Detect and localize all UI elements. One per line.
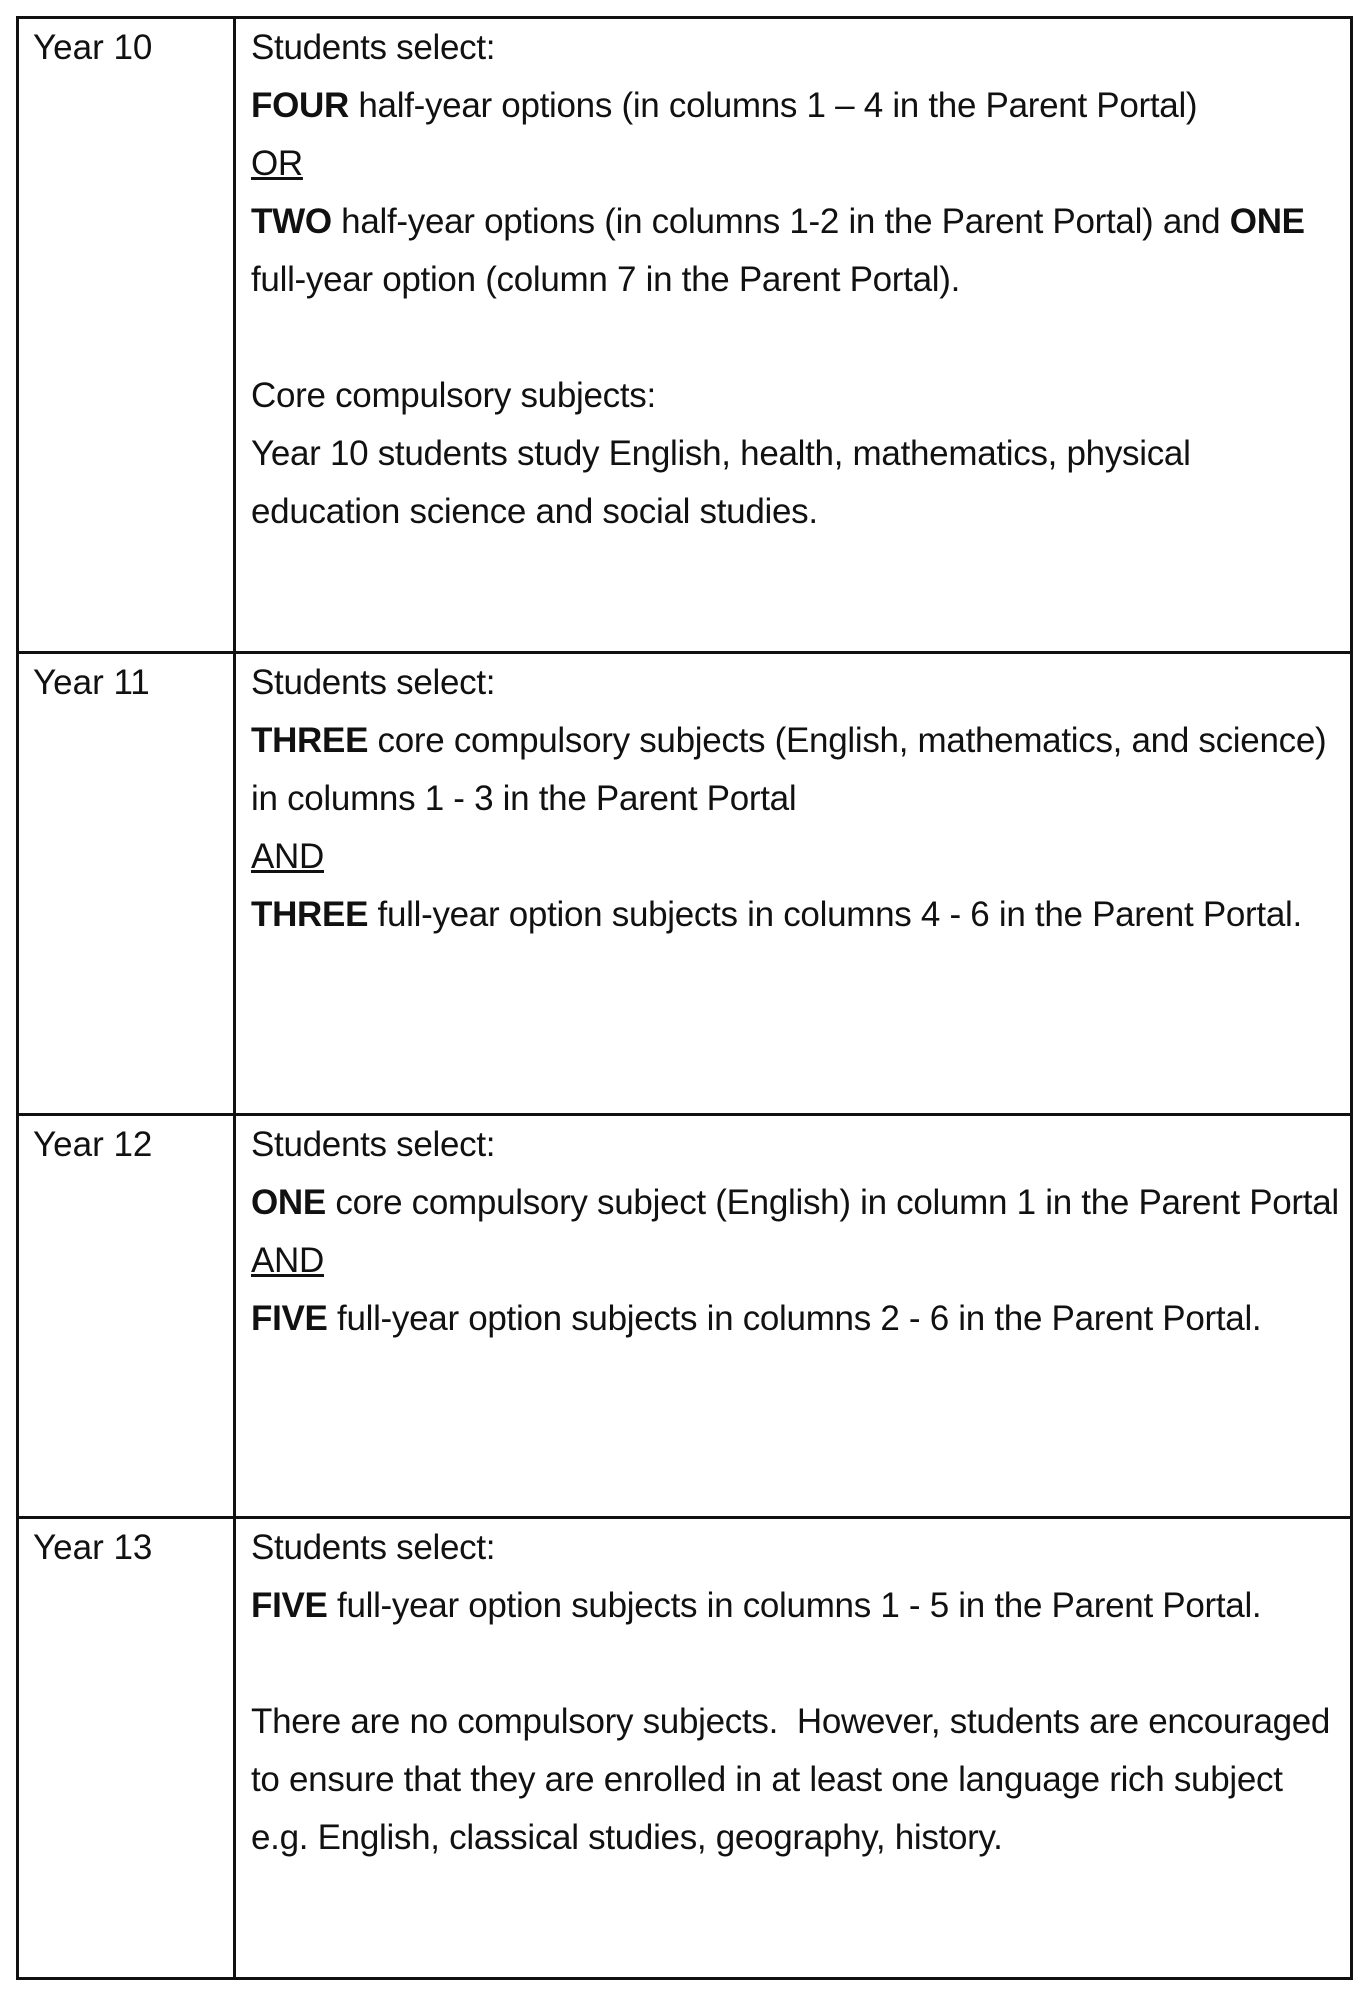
- and-line: [251, 828, 1344, 886]
- count-bold: ONE: [1229, 202, 1305, 241]
- table-row-year-12: [18, 1115, 1352, 1518]
- or-line: [251, 135, 1344, 193]
- year-label: Year 11: [18, 653, 235, 1115]
- count-bold: FOUR: [251, 86, 349, 125]
- table-row-year-11: [18, 653, 1352, 1115]
- option-b: [251, 886, 1344, 944]
- option-text: full-year option subjects in columns 1 - 5 in the Parent Portal.: [327, 1586, 1262, 1625]
- count-bold: THREE: [251, 895, 369, 934]
- option-text: full-year option subjects in columns 4 - 6 in the Parent Portal.: [368, 895, 1302, 934]
- intro-text: Students select:: [251, 1528, 496, 1567]
- requirements-cell: [235, 1115, 1352, 1518]
- and-line: [251, 1232, 1344, 1290]
- option-a: [251, 77, 1344, 135]
- table-row-year-13: [18, 1518, 1352, 1979]
- count-bold: ONE: [251, 1183, 326, 1222]
- option-a: [251, 712, 1344, 828]
- option-b: [251, 1290, 1344, 1348]
- core-text: Year 10 students study English, health, mathematics, physical education science and social studies.: [251, 434, 1200, 531]
- intro-text: Students select:: [251, 663, 496, 702]
- count-bold: TWO: [251, 202, 332, 241]
- option-text: full-year option (column 7 in the Parent Portal).: [251, 202, 1315, 299]
- option-text: core compulsory subjects (English, mathematics, and science) in columns 1 - 3 in the Parent Portal: [251, 721, 1336, 818]
- note-text: There are no compulsory subjects. However, students are encouraged to ensure that they are enrolled in at least one language rich subject e.g. English, classical studies, geography, history.: [251, 1702, 1340, 1857]
- option-text: core compulsory subject (English) in column 1 in the Parent Portal: [325, 1183, 1339, 1222]
- subject-selection-table: [16, 16, 1353, 1980]
- requirements-cell: [235, 18, 1352, 653]
- option-text: half-year options (in columns 1-2 in the Parent Portal) and: [331, 202, 1230, 241]
- spacer: [251, 309, 1344, 367]
- year-label: Year 13: [18, 1518, 235, 1979]
- and-connector: AND: [251, 837, 324, 876]
- year-label: Year 10: [18, 18, 235, 653]
- option-a: [251, 1577, 1344, 1635]
- intro-text: Students select:: [251, 1125, 496, 1164]
- option-text: full-year option subjects in columns 2 - 6 in the Parent Portal.: [327, 1299, 1262, 1338]
- intro-text: Students select:: [251, 28, 496, 67]
- spacer: [251, 1635, 1344, 1693]
- year-label: Year 12: [18, 1115, 235, 1518]
- requirements-cell: [235, 653, 1352, 1115]
- option-b: [251, 193, 1344, 309]
- option-text: half-year options (in columns 1 – 4 in the Parent Portal): [348, 86, 1198, 125]
- core-heading: Core compulsory subjects:: [251, 376, 656, 415]
- count-bold: THREE: [251, 721, 369, 760]
- count-bold: FIVE: [251, 1586, 328, 1625]
- option-a: [251, 1174, 1344, 1232]
- or-connector: OR: [251, 144, 303, 183]
- count-bold: FIVE: [251, 1299, 328, 1338]
- requirements-cell: [235, 1518, 1352, 1979]
- and-connector: AND: [251, 1241, 324, 1280]
- table-row-year-10: [18, 18, 1352, 653]
